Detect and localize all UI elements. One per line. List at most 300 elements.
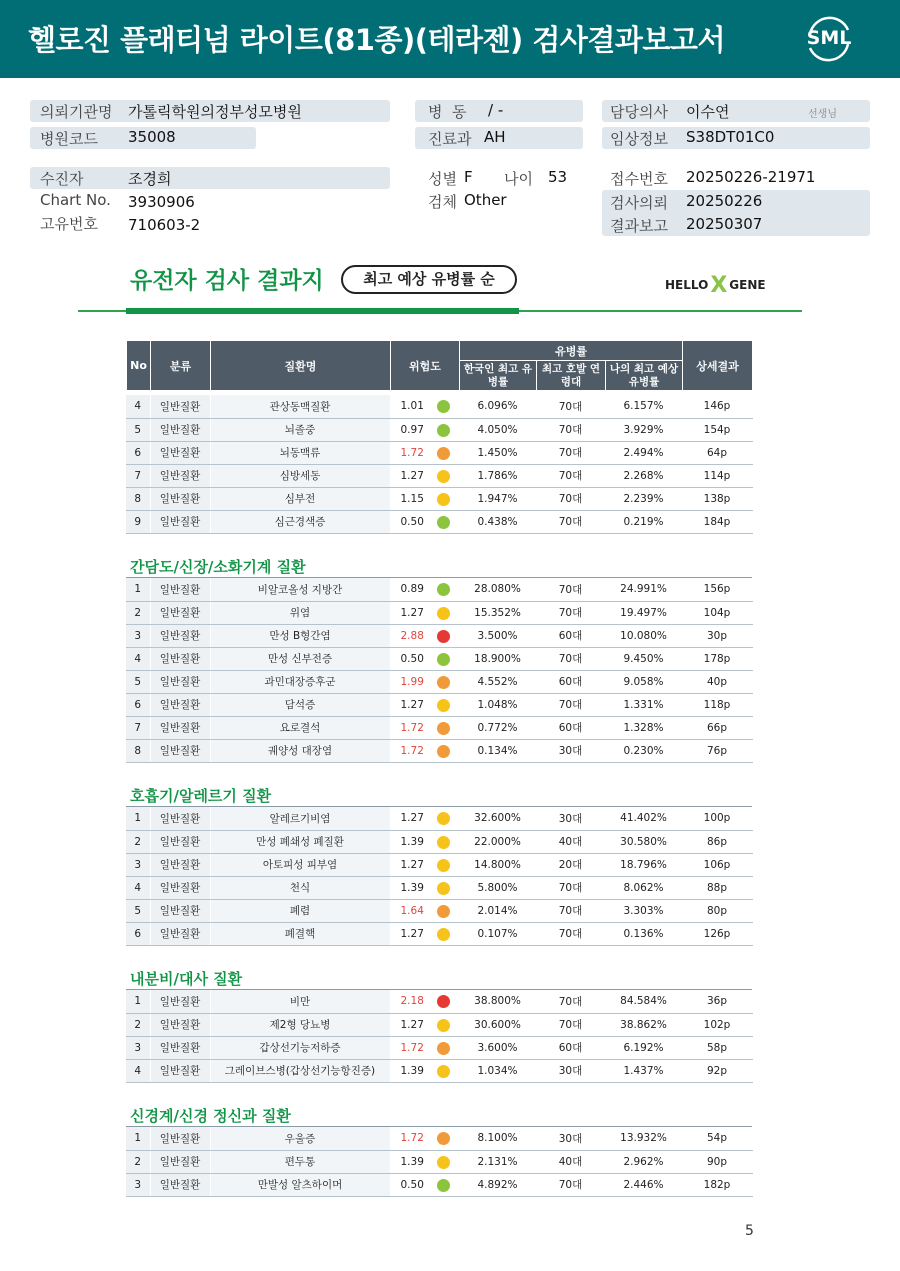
- cell-my-max: [605, 807, 682, 830]
- cell-detail-page-text: 138p: [703, 492, 731, 505]
- risk-level-dot-icon: [437, 995, 450, 1008]
- institution-value: 가톨릭학원의정부성모병원: [128, 103, 302, 121]
- table-row: [126, 716, 752, 739]
- cell-kr-max-text: 0.107%: [477, 927, 518, 940]
- cell-no-text: 1: [134, 812, 142, 825]
- cell-peak-age: [536, 1150, 605, 1173]
- cell-no-text: 3: [134, 858, 142, 871]
- cell-kr-max: [459, 670, 536, 693]
- cell-kr-max: [459, 464, 536, 487]
- cell-kr-max: [459, 510, 536, 533]
- clinical-value: S38DT01C0: [686, 128, 775, 146]
- cell-peak-age-text: 60대: [558, 630, 583, 642]
- col-no: No: [127, 341, 151, 391]
- cell-peak-age-text: 70대: [558, 447, 583, 459]
- cell-my-max-text: 3.303%: [623, 904, 664, 917]
- cell-peak-age-text: 70대: [558, 493, 583, 505]
- cell-disease: [210, 899, 390, 922]
- title-underline: [126, 308, 519, 314]
- cell-kr-max: [459, 899, 536, 922]
- cell-risk: [390, 830, 459, 853]
- cell-my-max: [605, 1150, 682, 1173]
- cell-no-text: 6: [134, 698, 142, 711]
- risk-level-dot-icon: [437, 1019, 450, 1032]
- cell-disease: [210, 990, 390, 1013]
- cell-category-text: 일반질환: [159, 1019, 201, 1031]
- cell-detail-page: [682, 922, 752, 945]
- cell-kr-max-text: 4.892%: [477, 1178, 518, 1191]
- cell-detail-page: [682, 716, 752, 739]
- cell-no: [126, 899, 150, 922]
- cell-disease-text: 과민대장증후군: [264, 676, 336, 688]
- cell-category-text: 일반질환: [159, 812, 201, 825]
- table-row: [126, 1150, 752, 1173]
- cell-category: [150, 739, 210, 762]
- cell-disease: [210, 1013, 390, 1036]
- cell-peak-age-text: 70대: [558, 400, 583, 413]
- cell-risk: [390, 807, 459, 830]
- cell-category-text: 일반질환: [159, 516, 201, 528]
- cell-risk: [390, 1059, 459, 1082]
- cell-disease: [210, 395, 390, 418]
- cell-detail-page-text: 40p: [706, 675, 728, 688]
- cell-peak-age-text: 70대: [558, 470, 583, 482]
- cell-kr-max: [459, 418, 536, 441]
- cell-kr-max: [459, 693, 536, 716]
- cell-detail-page: [682, 853, 752, 876]
- cell-my-max: [605, 990, 682, 1013]
- cell-no-text: 7: [134, 469, 142, 482]
- cell-category-text: 일반질환: [159, 1042, 201, 1054]
- col-category: 분류: [151, 341, 211, 391]
- cell-no: [126, 1173, 150, 1196]
- cell-risk: [390, 601, 459, 624]
- cell-my-max-text: 13.932%: [620, 1132, 667, 1145]
- cell-detail-page-text: 126p: [703, 927, 731, 940]
- cell-category-text: 일반질환: [159, 722, 201, 734]
- cell-risk-text: 0.89: [400, 583, 424, 596]
- cell-detail-page-text: 76p: [706, 744, 728, 757]
- table-row: [126, 693, 752, 716]
- cell-category-text: 일반질환: [159, 424, 201, 436]
- cell-no: [126, 601, 150, 624]
- cell-peak-age-text: 70대: [558, 882, 583, 894]
- cell-no-text: 5: [134, 675, 142, 688]
- section-title: 간담도/신장/소화기계 질환: [130, 558, 306, 576]
- cell-category-text: 일반질환: [159, 905, 201, 917]
- cell-my-max: [605, 487, 682, 510]
- cell-no: [126, 1036, 150, 1059]
- cell-category: [150, 990, 210, 1013]
- cell-my-max-text: 2.239%: [623, 492, 664, 505]
- cell-detail-page-text: 86p: [706, 835, 728, 848]
- cell-detail-page-text: 100p: [703, 812, 731, 825]
- risk-level-dot-icon: [437, 424, 450, 437]
- table-row: [126, 922, 752, 945]
- cell-peak-age-text: 70대: [558, 1019, 583, 1031]
- cell-risk: [390, 578, 459, 601]
- cell-kr-max: [459, 395, 536, 418]
- cell-disease: [210, 601, 390, 624]
- cell-detail-page: [682, 1036, 752, 1059]
- cell-my-max-text: 0.230%: [623, 744, 664, 757]
- cell-kr-max-text: 15.352%: [474, 606, 521, 619]
- cell-category: [150, 693, 210, 716]
- cell-no-text: 8: [134, 492, 142, 505]
- cell-risk-text: 0.50: [400, 1178, 424, 1191]
- cell-disease-text: 뇌동맥류: [279, 447, 321, 459]
- sml-logo: [802, 12, 856, 66]
- cell-disease-text: 요로결석: [279, 722, 321, 734]
- cell-category-text: 일반질환: [159, 859, 201, 871]
- cell-detail-page: [682, 647, 752, 670]
- section-title: 내분비/대사 질환: [130, 970, 243, 988]
- cell-no: [126, 1059, 150, 1082]
- risk-level-dot-icon: [437, 607, 450, 620]
- cell-peak-age-text: 30대: [558, 1132, 583, 1145]
- cell-category-text: 일반질환: [159, 995, 201, 1008]
- cell-kr-max: [459, 1036, 536, 1059]
- cell-risk: [390, 1036, 459, 1059]
- risk-level-dot-icon: [437, 745, 450, 758]
- cell-peak-age: [536, 578, 605, 601]
- cell-risk: [390, 464, 459, 487]
- cell-peak-age: [536, 830, 605, 853]
- cell-disease-text: 아토피성 피부염: [262, 859, 338, 871]
- cell-no: [126, 1150, 150, 1173]
- cell-risk: [390, 510, 459, 533]
- cell-my-max: [605, 510, 682, 533]
- table-row: [126, 739, 752, 762]
- cell-my-max-text: 2.446%: [623, 1178, 664, 1191]
- cell-category-text: 일반질환: [159, 400, 201, 413]
- cell-no-text: 5: [134, 904, 142, 917]
- receipt-label: 접수번호: [610, 170, 668, 188]
- cell-category-text: 일반질환: [159, 653, 201, 665]
- cell-my-max-text: 3.929%: [623, 423, 664, 436]
- cell-risk-text: 0.50: [400, 652, 424, 665]
- cell-peak-age-text: 70대: [558, 905, 583, 917]
- cell-peak-age-text: 70대: [558, 1179, 583, 1191]
- cell-risk-text: 1.72: [400, 1041, 424, 1054]
- cell-detail-page: [682, 899, 752, 922]
- hellogene-logo: [665, 270, 766, 298]
- cell-risk-text: 1.27: [400, 858, 424, 871]
- ward-value: / -: [488, 101, 504, 119]
- cell-no-text: 7: [134, 721, 142, 734]
- table-row: [126, 1127, 752, 1150]
- cell-peak-age: [536, 739, 605, 762]
- cell-disease-text: 관상동맥질환: [269, 400, 331, 413]
- cell-peak-age-text: 30대: [558, 1065, 583, 1077]
- cell-no: [126, 578, 150, 601]
- cell-kr-max-text: 14.800%: [474, 858, 521, 871]
- risk-level-dot-icon: [437, 676, 450, 689]
- table-row: [126, 853, 752, 876]
- cell-no-text: 2: [134, 606, 142, 619]
- cell-detail-page-text: 92p: [706, 1064, 728, 1077]
- cell-kr-max-text: 30.600%: [474, 1018, 521, 1031]
- cell-risk-text: 1.39: [400, 1064, 424, 1077]
- table-row: [126, 899, 752, 922]
- cell-detail-page: [682, 1127, 752, 1150]
- cell-disease: [210, 830, 390, 853]
- brand-right: GENE: [729, 278, 766, 292]
- cell-risk: [390, 1173, 459, 1196]
- cell-my-max: [605, 1013, 682, 1036]
- cell-disease: [210, 418, 390, 441]
- cell-my-max: [605, 693, 682, 716]
- cell-detail-page: [682, 441, 752, 464]
- cell-category: [150, 1173, 210, 1196]
- cell-detail-page: [682, 807, 752, 830]
- cell-disease-text: 폐결핵: [284, 928, 316, 940]
- cell-detail-page-text: 146p: [703, 400, 731, 413]
- cell-category-text: 일반질환: [159, 607, 201, 619]
- dept-label: 진료과: [428, 130, 472, 148]
- cell-category: [150, 578, 210, 601]
- cell-peak-age: [536, 601, 605, 624]
- cell-my-max-text: 1.331%: [623, 698, 664, 711]
- cell-disease-text: 편두통: [284, 1156, 316, 1168]
- cell-category-text: 일반질환: [159, 1132, 201, 1145]
- cell-no-text: 3: [134, 629, 142, 642]
- specimen-value: Other: [464, 191, 507, 209]
- cell-peak-age-text: 30대: [558, 812, 583, 825]
- cell-risk-text: 1.39: [400, 881, 424, 894]
- cell-peak-age: [536, 876, 605, 899]
- cell-my-max-text: 6.192%: [623, 1041, 664, 1054]
- table-row: [126, 1036, 752, 1059]
- cell-disease: [210, 670, 390, 693]
- institution-label: 의뢰기관명: [40, 103, 113, 121]
- cell-my-max: [605, 647, 682, 670]
- section-title: 신경계/신경 정신과 질환: [130, 1107, 291, 1125]
- section-table: [126, 990, 753, 1083]
- cell-disease-text: 궤양성 대장염: [267, 745, 333, 757]
- cell-my-max-text: 0.136%: [623, 927, 664, 940]
- risk-level-dot-icon: [437, 1132, 450, 1145]
- cell-category: [150, 716, 210, 739]
- risk-level-dot-icon: [437, 583, 450, 596]
- cell-category-text: 일반질환: [159, 882, 201, 894]
- cell-disease-text: 만성 신부전증: [267, 653, 333, 665]
- cell-my-max-text: 2.494%: [623, 446, 664, 459]
- cell-no: [126, 716, 150, 739]
- cell-detail-page-text: 118p: [703, 698, 731, 711]
- cell-category-text: 일반질환: [159, 699, 201, 711]
- cell-kr-max-text: 1.786%: [477, 469, 518, 482]
- cell-risk-text: 1.15: [400, 492, 424, 505]
- cell-detail-page: [682, 670, 752, 693]
- cell-my-max: [605, 922, 682, 945]
- cell-detail-page-text: 156p: [703, 583, 731, 596]
- cell-disease: [210, 624, 390, 647]
- section-title: 호흡기/알레르기 질환: [130, 787, 272, 805]
- cell-kr-max-text: 4.050%: [477, 423, 518, 436]
- cell-no-text: 2: [134, 1018, 142, 1031]
- cell-peak-age-text: 20대: [558, 859, 583, 871]
- risk-level-dot-icon: [437, 1179, 450, 1192]
- cell-category: [150, 876, 210, 899]
- receipt-value: 20250226-21971: [686, 168, 816, 186]
- cell-category-text: 일반질환: [159, 1065, 201, 1077]
- cell-category-text: 일반질환: [159, 745, 201, 757]
- table-row: [126, 601, 752, 624]
- risk-level-dot-icon: [437, 812, 450, 825]
- cell-risk: [390, 395, 459, 418]
- cell-risk-text: 0.97: [400, 423, 424, 436]
- cell-disease: [210, 1059, 390, 1082]
- cell-no: [126, 876, 150, 899]
- cell-kr-max: [459, 1013, 536, 1036]
- cell-risk: [390, 1013, 459, 1036]
- table-row: [126, 1173, 752, 1196]
- cell-my-max-text: 41.402%: [620, 812, 667, 825]
- cell-category: [150, 830, 210, 853]
- cell-kr-max: [459, 1150, 536, 1173]
- cell-kr-max: [459, 739, 536, 762]
- risk-level-dot-icon: [437, 722, 450, 735]
- cell-kr-max-text: 1.048%: [477, 698, 518, 711]
- cell-risk: [390, 624, 459, 647]
- cell-my-max: [605, 899, 682, 922]
- table-row: [126, 395, 752, 418]
- cell-peak-age-text: 70대: [558, 653, 583, 665]
- patient-label: 수진자: [40, 170, 84, 188]
- cell-kr-max-text: 0.772%: [477, 721, 518, 734]
- cell-peak-age-text: 70대: [558, 583, 583, 596]
- cell-my-max: [605, 716, 682, 739]
- cell-my-max: [605, 1127, 682, 1150]
- cell-kr-max-text: 38.800%: [474, 995, 521, 1008]
- cell-my-max-text: 8.062%: [623, 881, 664, 894]
- cell-risk: [390, 716, 459, 739]
- cell-kr-max: [459, 807, 536, 830]
- sex-value: F: [464, 168, 473, 186]
- cell-disease: [210, 922, 390, 945]
- age-value: 53: [548, 168, 568, 186]
- cell-peak-age-text: 70대: [558, 995, 583, 1008]
- cell-peak-age: [536, 624, 605, 647]
- cell-category: [150, 624, 210, 647]
- cell-category: [150, 1036, 210, 1059]
- cell-detail-page-text: 104p: [703, 606, 731, 619]
- dept-value: AH: [484, 128, 506, 146]
- cell-disease-text: 비만: [289, 995, 311, 1008]
- table-row: [126, 647, 752, 670]
- specimen-label: 검체: [428, 193, 457, 211]
- risk-level-dot-icon: [437, 928, 450, 941]
- cell-peak-age-text: 60대: [558, 722, 583, 734]
- cell-detail-page: [682, 1173, 752, 1196]
- cell-my-max: [605, 395, 682, 418]
- cell-no: [126, 441, 150, 464]
- cell-risk-text: 1.72: [400, 1132, 424, 1145]
- risk-level-dot-icon: [437, 400, 450, 413]
- cell-detail-page: [682, 578, 752, 601]
- cell-detail-page: [682, 418, 752, 441]
- ward-label: 병 동: [428, 103, 467, 121]
- cell-kr-max: [459, 441, 536, 464]
- cell-disease: [210, 876, 390, 899]
- cell-risk-text: 2.88: [400, 629, 424, 642]
- cell-disease: [210, 1036, 390, 1059]
- cell-detail-page-text: 114p: [703, 469, 731, 482]
- cell-detail-page: [682, 830, 752, 853]
- cell-no-text: 1: [134, 995, 142, 1008]
- cell-detail-page-text: 80p: [706, 904, 728, 917]
- cell-no: [126, 464, 150, 487]
- cell-my-max-text: 9.450%: [623, 652, 664, 665]
- cell-category-text: 일반질환: [159, 928, 201, 940]
- report-value: 20250307: [686, 215, 763, 233]
- cell-my-max: [605, 418, 682, 441]
- cell-disease: [210, 693, 390, 716]
- cell-category: [150, 441, 210, 464]
- cell-no: [126, 739, 150, 762]
- cell-peak-age-text: 70대: [558, 928, 583, 940]
- cell-disease: [210, 1127, 390, 1150]
- cell-risk: [390, 487, 459, 510]
- cell-disease-text: 만성 폐쇄성 폐질환: [256, 836, 344, 848]
- cell-my-max: [605, 853, 682, 876]
- cell-kr-max: [459, 876, 536, 899]
- cell-disease-text: 위염: [289, 607, 311, 619]
- cell-peak-age: [536, 464, 605, 487]
- table-row: [126, 464, 752, 487]
- cell-detail-page: [682, 487, 752, 510]
- cell-category-text: 일반질환: [159, 447, 201, 459]
- cell-risk: [390, 922, 459, 945]
- cell-risk: [390, 418, 459, 441]
- cell-detail-page: [682, 1059, 752, 1082]
- cell-category-text: 일반질환: [159, 676, 201, 688]
- cell-disease-text: 심부전: [284, 493, 316, 505]
- clinical-label: 임상정보: [610, 130, 668, 148]
- request-value: 20250226: [686, 192, 763, 210]
- cell-category: [150, 670, 210, 693]
- cell-detail-page-text: 182p: [703, 1178, 731, 1191]
- cell-kr-max: [459, 578, 536, 601]
- cell-peak-age: [536, 693, 605, 716]
- cell-peak-age: [536, 899, 605, 922]
- cell-detail-page: [682, 990, 752, 1013]
- section-table: [126, 1127, 753, 1197]
- cell-risk-text: 1.27: [400, 469, 424, 482]
- cell-peak-age: [536, 1036, 605, 1059]
- cell-peak-age: [536, 441, 605, 464]
- col-kr-max: 한국인 최고 유병률: [460, 361, 537, 391]
- cell-my-max-text: 6.157%: [623, 400, 664, 413]
- cell-detail-page-text: 88p: [706, 881, 728, 894]
- cell-risk-text: 1.27: [400, 1018, 424, 1031]
- cell-kr-max-text: 28.080%: [474, 583, 521, 596]
- table-row: [126, 624, 752, 647]
- cell-peak-age: [536, 922, 605, 945]
- chart-label: Chart No.: [40, 191, 111, 209]
- cell-detail-page-text: 102p: [703, 1018, 731, 1031]
- doctor-suffix: 선생님: [808, 109, 837, 120]
- cell-disease-text: 알레르기비염: [269, 812, 331, 825]
- cell-risk-text: 1.72: [400, 744, 424, 757]
- cell-kr-max-text: 1.034%: [477, 1064, 518, 1077]
- cell-kr-max-text: 4.552%: [477, 675, 518, 688]
- cell-risk-text: 1.72: [400, 446, 424, 459]
- cell-disease-text: 폐렴: [289, 905, 311, 917]
- risk-level-dot-icon: [437, 905, 450, 918]
- cell-my-max: [605, 876, 682, 899]
